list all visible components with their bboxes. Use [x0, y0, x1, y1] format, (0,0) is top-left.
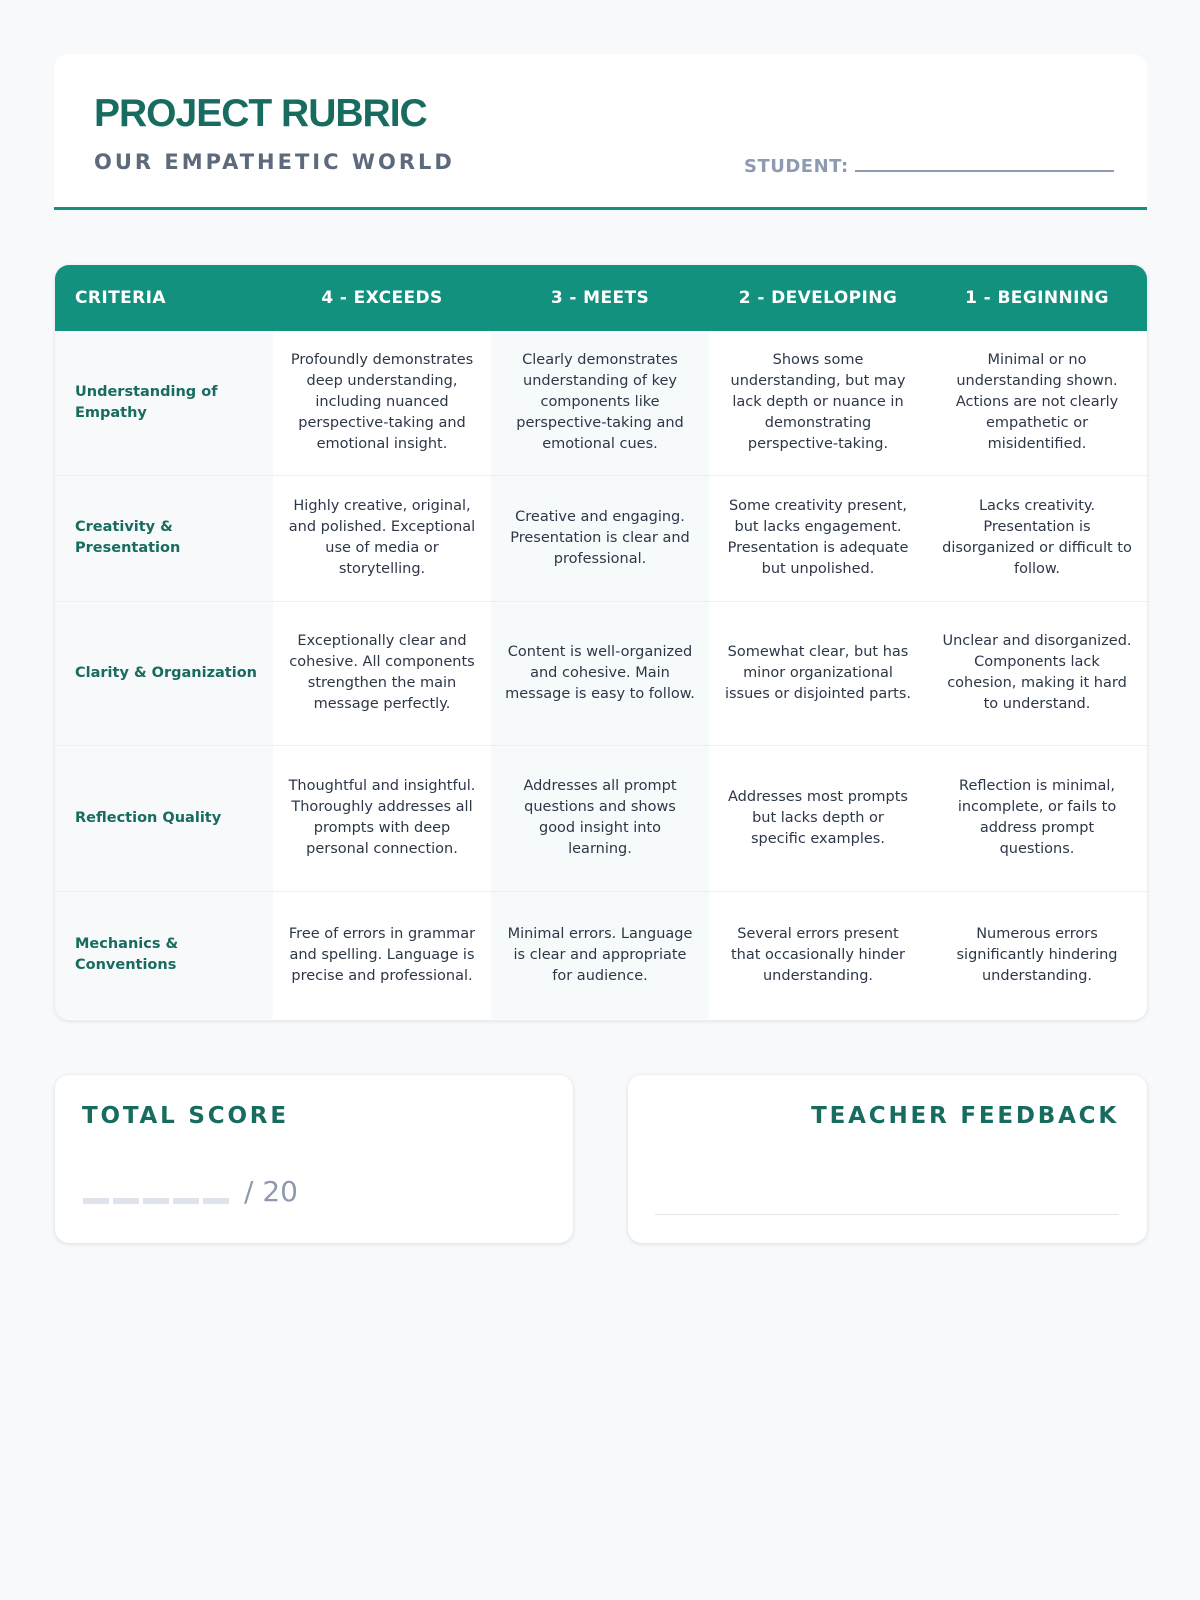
table-row: [55, 475, 1147, 601]
column-header-developing: 2 - DEVELOPING: [738, 288, 898, 308]
criterion-label: Understanding of Empathy: [55, 331, 273, 475]
rubric-header-row: [55, 265, 1147, 331]
score-blank-line[interactable]: [83, 1198, 230, 1204]
level-1-description: Minimal or no understanding shown. Actions are not clearly empathetic or misidentified.: [927, 331, 1147, 475]
level-3-description: Clearly demonstrates understanding of key components like perspective-taking and emotional cues.: [491, 331, 709, 475]
teacher-feedback-card: [628, 1075, 1147, 1243]
level-1-description: Unclear and disorganized. Components lack cohesion, making it hard to understand.: [927, 601, 1147, 745]
level-1-description: Numerous errors significantly hindering understanding.: [927, 891, 1147, 1019]
level-2-description: Several errors present that occasionally hinder understanding.: [709, 891, 927, 1019]
level-3-description: Creative and engaging. Presentation is clear and professional.: [491, 475, 709, 601]
criterion-label: Creativity & Presentation: [55, 475, 273, 601]
table-row: [55, 745, 1147, 891]
criterion-label: Clarity & Organization: [55, 601, 273, 745]
level-1-description: Reflection is minimal, incomplete, or fails to address prompt questions.: [927, 745, 1147, 891]
rubric-header: [55, 265, 1147, 331]
total-score-heading: TOTAL SCORE: [82, 1103, 289, 1129]
table-row: [55, 601, 1147, 745]
student-name-field[interactable]: [744, 156, 1114, 177]
student-name-line[interactable]: [855, 170, 1114, 172]
page-title: PROJECT RUBRIC: [94, 92, 427, 135]
feedback-write-line[interactable]: [655, 1214, 1119, 1215]
criterion-label: Mechanics & Conventions: [55, 891, 273, 1019]
level-3-description: Minimal errors. Language is clear and appropriate for audience.: [491, 891, 709, 1019]
rubric-body: [55, 331, 1147, 1019]
column-header-beginning: 1 - BEGINNING: [965, 288, 1109, 308]
header-card: [54, 54, 1147, 210]
level-4-description: Exceptionally clear and cohesive. All components strengthen the main message perfectly.: [273, 601, 491, 745]
level-4-description: Highly creative, original, and polished. Exceptional use of media or storytelling.: [273, 475, 491, 601]
rubric-table-card: [55, 265, 1147, 1020]
score-max-label: / 20: [244, 1175, 298, 1208]
column-header-meets: 3 - MEETS: [550, 288, 650, 308]
total-score-card: [55, 1075, 573, 1243]
level-2-description: Addresses most prompts but lacks depth or specific examples.: [709, 745, 927, 891]
table-row: [55, 331, 1147, 475]
level-4-description: Thoughtful and insightful. Thoroughly addresses all prompts with deep personal connection.: [273, 745, 491, 891]
teacher-feedback-heading: TEACHER FEEDBACK: [811, 1103, 1119, 1129]
student-label: STUDENT:: [744, 156, 849, 177]
level-3-description: Addresses all prompt questions and shows good insight into learning.: [491, 745, 709, 891]
score-entry: [83, 1175, 298, 1208]
column-header-exceeds: 4 - EXCEEDS: [321, 288, 443, 308]
column-header-criteria: CRITERIA: [75, 288, 166, 308]
level-2-description: Somewhat clear, but has minor organizational issues or disjointed parts.: [709, 601, 927, 745]
criterion-label: Reflection Quality: [55, 745, 273, 891]
table-row: [55, 891, 1147, 1019]
level-3-description: Content is well-organized and cohesive. Main message is easy to follow.: [491, 601, 709, 745]
level-1-description: Lacks creativity. Presentation is disorganized or difficult to follow.: [927, 475, 1147, 601]
level-4-description: Profoundly demonstrates deep understanding, including nuanced perspective-taking and emotional insight.: [273, 331, 491, 475]
page-subtitle: OUR EMPATHETIC WORLD: [94, 150, 455, 174]
level-4-description: Free of errors in grammar and spelling. Language is precise and professional.: [273, 891, 491, 1019]
rubric-table: [55, 265, 1147, 1019]
level-2-description: Shows some understanding, but may lack depth or nuance in demonstrating perspective-taking.: [709, 331, 927, 475]
level-2-description: Some creativity present, but lacks engagement. Presentation is adequate but unpolished.: [709, 475, 927, 601]
